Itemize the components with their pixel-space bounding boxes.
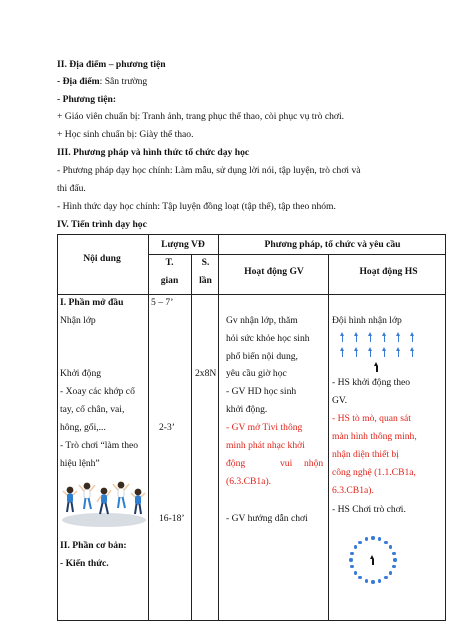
header-hs: Hoạt động HS bbox=[359, 266, 418, 277]
circle-formation-dot bbox=[349, 558, 352, 561]
reps-cell bbox=[192, 295, 219, 621]
khoi-dong: Khởi động bbox=[60, 368, 102, 379]
gv-line-8: minh phát nhạc khởi bbox=[226, 440, 305, 451]
game-line-2: hiệu lệnh” bbox=[60, 458, 100, 469]
hs-line-3: GV. bbox=[332, 395, 348, 406]
circle-formation-dot bbox=[371, 536, 374, 539]
hs-line-7: công nghệ (1.1.CB1a, bbox=[332, 467, 416, 478]
circle-formation-dot bbox=[365, 537, 368, 540]
header-content: Nội dung bbox=[83, 253, 121, 264]
circle-formation-dot bbox=[358, 541, 361, 544]
method-line-2: thi đấu. bbox=[57, 183, 86, 194]
circle-formation-dot bbox=[354, 545, 357, 548]
header-reps-2: lần bbox=[199, 275, 212, 286]
reps-warmup: 2x8N bbox=[195, 368, 217, 379]
xoay-line-3: hông, gối,... bbox=[60, 422, 106, 433]
hs-line-9: - HS Chơi trò chơi. bbox=[332, 504, 406, 515]
header-load: Lượng VĐ bbox=[161, 239, 205, 250]
section-ii-title: II. Địa điểm – phương tiện bbox=[57, 59, 166, 70]
game-line-1: - Trò chơi “làm theo bbox=[60, 440, 139, 451]
circle-formation-dot bbox=[393, 558, 396, 561]
gv-line-4: yêu cầu giờ học bbox=[226, 368, 287, 379]
location-value: : Sân trường bbox=[99, 76, 148, 87]
gv-line-10: (6.3.CB1a). bbox=[226, 476, 272, 487]
gv-line-5: - GV HD học sinh bbox=[226, 386, 297, 397]
header-gv: Hoạt động GV bbox=[244, 266, 304, 277]
gv-line-9b: vui bbox=[280, 458, 293, 469]
child-figure-3-icon bbox=[97, 488, 111, 514]
child-figure-4-icon bbox=[113, 482, 129, 508]
circle-formation-dot bbox=[365, 579, 368, 582]
gv-line-2: hỏi sức khỏe học sinh bbox=[226, 333, 310, 344]
equipment-label: - Phương tiện: bbox=[57, 94, 117, 105]
student-prep: + Học sinh chuẩn bị: Giày thể thao. bbox=[57, 129, 194, 140]
time-part2: 16-18’ bbox=[159, 513, 185, 524]
time-game: 2-3’ bbox=[159, 422, 175, 433]
gv-line-9a: động bbox=[226, 458, 246, 469]
part1-title: I. Phần mở đầu bbox=[60, 297, 124, 308]
hs-line-8: 6.3.CB1a). bbox=[332, 485, 374, 496]
hs-line-4: - HS tò mò, quan sát bbox=[332, 413, 411, 424]
teacher-prep: + Giáo viên chuẩn bị: Tranh ảnh, trang phục thể thao, còi phục vụ trò chơi. bbox=[57, 111, 345, 122]
child-figure-1-icon bbox=[63, 487, 77, 512]
gv-line-9c: nhộn bbox=[304, 458, 324, 469]
time-part1: 5 – 7’ bbox=[151, 297, 174, 308]
hs-line-5: màn hình thông minh, bbox=[332, 431, 417, 442]
circle-formation-dot bbox=[371, 580, 374, 583]
time-cell bbox=[149, 295, 192, 621]
circle-formation-dot bbox=[384, 541, 387, 544]
knowledge-label: - Kiến thức. bbox=[60, 558, 109, 569]
gv-line-11: - GV hướng dẫn chơi bbox=[226, 513, 308, 524]
circle-formation-dot bbox=[354, 571, 357, 574]
nhan-lop: Nhận lớp bbox=[60, 315, 96, 326]
hs-line-1: Đội hình nhận lớp bbox=[332, 315, 402, 326]
part2-title: II. Phần cơ bản: bbox=[60, 540, 127, 551]
gv-line-7: - GV mở Tivi thông bbox=[226, 422, 303, 433]
circle-formation-dot bbox=[350, 552, 353, 555]
gv-line-6: khởi động. bbox=[226, 404, 268, 415]
gv-line-1: Gv nhận lớp, thăm bbox=[226, 315, 298, 326]
form-line: - Hình thức dạy học chính: Tập luyện đồng loạt (tập thể), tập theo nhóm. bbox=[57, 201, 336, 212]
hs-line-2: - HS khởi động theo bbox=[332, 377, 411, 388]
children-playing-illustration bbox=[60, 476, 148, 528]
method-line-1: - Phương pháp dạy học chính: Làm mẫu, sử dụng lời nói, tập luyện, trò chơi và bbox=[57, 165, 361, 176]
header-time-1: T. bbox=[165, 257, 174, 268]
header-time-2: gian bbox=[160, 275, 179, 286]
hs-line-6: nhận diện thiết bị bbox=[332, 449, 399, 460]
section-iv-title: IV. Tiến trình dạy học bbox=[57, 219, 147, 230]
circle-formation-dot bbox=[392, 552, 395, 555]
child-figure-5-icon bbox=[131, 489, 145, 514]
location-label: - Địa điểm bbox=[57, 76, 100, 87]
location-line bbox=[57, 76, 147, 88]
child-figure-2-icon bbox=[79, 483, 95, 509]
xoay-line-1: - Xoay các khớp cổ bbox=[60, 386, 135, 397]
header-method: Phương pháp, tổ chức và yêu cầu bbox=[264, 239, 401, 250]
xoay-line-2: tay, cổ chân, vai, bbox=[60, 404, 125, 415]
gv-line-3: phổ biến nội dung, bbox=[226, 351, 298, 362]
header-reps-1: S. bbox=[201, 257, 210, 268]
section-iii-title: III. Phương pháp và hình thức tổ chức dạy học bbox=[57, 147, 250, 158]
